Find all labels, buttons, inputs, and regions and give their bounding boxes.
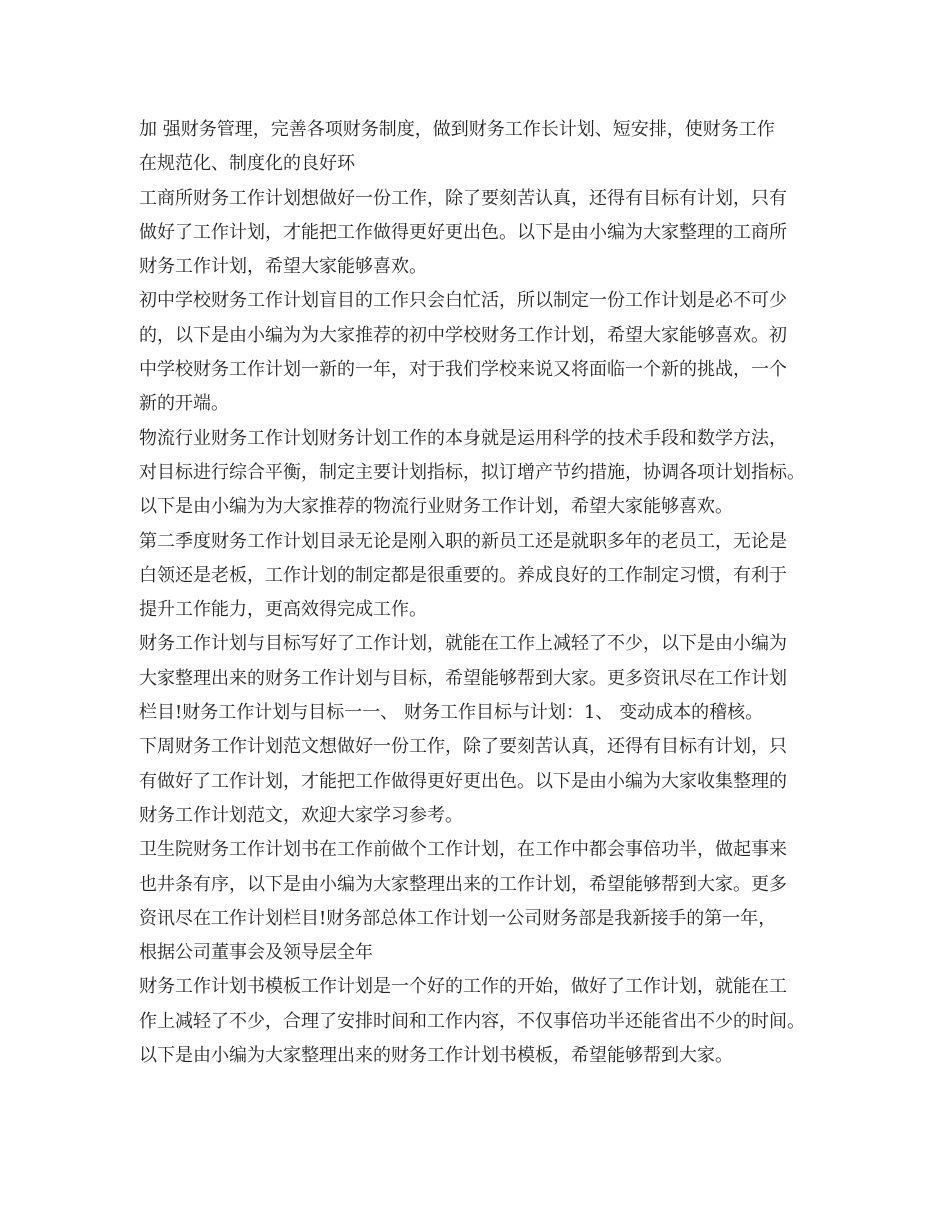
text-line: 以下是由小编为大家整理出来的财务工作计划书模板，希望能够帮到大家。 — [139, 1045, 733, 1067]
text-line: 也井条有序，以下是由小编为大家整理出来的工作计划，希望能够帮到大家。更多 — [139, 873, 787, 895]
text-line: 资讯尽在工作计划栏目!财务部总体工作计划一公司财务部是我新接手的第一年， — [139, 907, 777, 929]
paragraph-middle-school-plan — [139, 284, 819, 421]
text-line: 财务工作计划范文，欢迎大家学习参考。 — [139, 804, 463, 826]
text-line: 中学校财务工作计划一新的一年，对于我们学校来说又将面临一个新的挑战，一个 — [139, 359, 787, 381]
paragraph-second-quarter-plan — [139, 525, 819, 628]
text-line: 在规范化、制度化的良好环 — [139, 153, 355, 175]
text-line: 第二季度财务工作计划目录无论是刚入职的新员工还是就职多年的老员工，无论是 — [139, 530, 787, 552]
paragraph-intro — [139, 113, 819, 182]
text-line: 以下是由小编为为大家推荐的物流行业财务工作计划，希望大家能够喜欢。 — [139, 496, 733, 518]
text-line: 新的开端。 — [139, 393, 229, 415]
paragraph-industry-office-plan — [139, 182, 819, 285]
text-line: 下周财务工作计划范文想做好一份工作，除了要刻苦认真，还得有目标有计划，只 — [139, 736, 787, 758]
paragraph-plan-and-goals — [139, 627, 819, 730]
paragraph-health-center-plan — [139, 833, 819, 970]
text-line: 财务工作计划书模板工作计划是一个好的工作的开始，做好了工作计划，就能在工 — [139, 976, 787, 998]
paragraph-next-week-plan — [139, 730, 819, 833]
text-line: 物流行业财务工作计划财务计划工作的本身就是运用科学的技术手段和数学方法， — [139, 427, 787, 449]
text-line: 作上减轻了不少，合理了安排时间和工作内容，不仅事倍功半还能省出不少的时间。 — [139, 1010, 805, 1032]
text-line: 根据公司董事会及领导层全年 — [139, 942, 373, 964]
document-body — [139, 113, 819, 1073]
text-line: 栏目!财务工作计划与目标一一、 财务工作目标与计划：1、 变动成本的稽核。 — [139, 702, 764, 724]
text-line: 初中学校财务工作计划盲目的工作只会白忙活，所以制定一份工作计划是必不可少 — [139, 290, 787, 312]
text-line: 的，以下是由小编为为大家推荐的初中学校财务工作计划，希望大家能够喜欢。初 — [139, 324, 787, 346]
text-line: 白领还是老板，工作计划的制定都是很重要的。养成良好的工作制定习惯，有利于 — [139, 564, 787, 586]
paragraph-logistics-plan — [139, 422, 819, 525]
text-line: 加 强财务管理，完善各项财务制度，做到财务工作长计划、短安排，使财务工作 — [139, 119, 775, 140]
text-line: 财务工作计划，希望大家能够喜欢。 — [139, 256, 427, 278]
text-line: 有做好了工作计划，才能把工作做得更好更出色。以下是由小编为大家收集整理的 — [139, 770, 787, 792]
paragraph-plan-template — [139, 970, 819, 1073]
text-line: 工商所财务工作计划想做好一份工作，除了要刻苦认真，还得有目标有计划，只有 — [139, 187, 787, 209]
text-line: 财务工作计划与目标写好了工作计划，就能在工作上减轻了不少，以下是由小编为 — [139, 633, 787, 655]
text-line: 大家整理出来的财务工作计划与目标，希望能够帮到大家。更多资讯尽在工作计划 — [139, 667, 787, 689]
text-line: 对目标进行综合平衡，制定主要计划指标，拟订增产节约措施，协调各项计划指标。 — [139, 461, 805, 483]
text-line: 卫生院财务工作计划书在工作前做个工作计划，在工作中都会事倍功半，做起事来 — [139, 839, 787, 861]
text-line: 提升工作能力，更高效得完成工作。 — [139, 599, 427, 621]
text-line: 做好了工作计划，才能把工作做得更好更出色。以下是由小编为大家整理的工商所 — [139, 221, 787, 243]
